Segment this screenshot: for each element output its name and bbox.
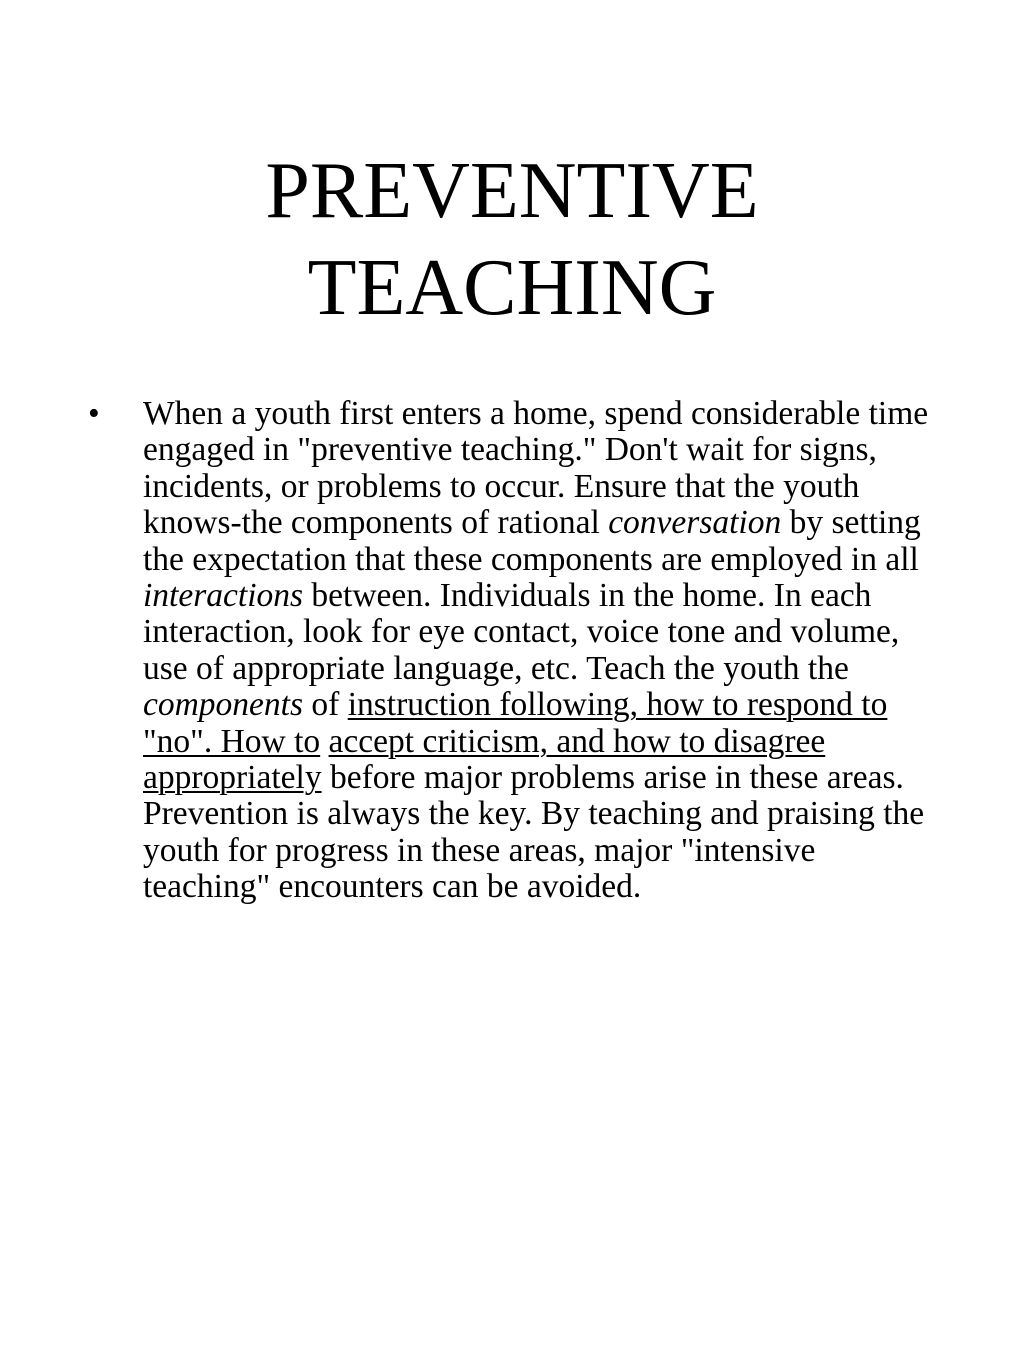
- title-line-2: TEACHING: [307, 244, 717, 332]
- underlined-instruction-following: instruction following, how to respond to "no". How to: [143, 686, 888, 760]
- underlined-accept-criticism: accept criticism, and how to disagree appropriately: [143, 722, 826, 797]
- bullet-text-part-6: before major problems arise in these areas. Prevention is always the key. By teaching and praising the youth for progress in these areas, major "intensive teaching" encounters can be avoided.: [143, 759, 925, 906]
- bullet-text: [143, 396, 948, 906]
- emphasis-conversation: conversation: [608, 504, 782, 542]
- bullet-marker: •: [88, 395, 100, 432]
- bullet-text-part-2: by setting the expectation that these components are employed in all: [143, 504, 921, 578]
- bullet-text-part-1: When a youth first enters a home, spend considerable time engaged in "preventive teaching." Don't wait for signs, incidents, or problems to occur. Ensure that the youth knows-the components of rational: [143, 395, 929, 542]
- bullet-text-part-3: between. Individuals in the home. In each interaction, look for eye contact, voice tone and volume, use of appropriate language, etc. Teach the youth the: [143, 577, 900, 687]
- bullet-text-part-4: of: [303, 686, 348, 724]
- emphasis-components: components: [143, 686, 304, 724]
- bullet-item: [88, 396, 948, 906]
- emphasis-interactions: interactions: [143, 577, 304, 615]
- bullet-text-part-5: [320, 723, 328, 760]
- title-line-1: PREVENTIVE: [265, 147, 759, 235]
- bullet-list: [88, 396, 948, 906]
- slide-title: [0, 143, 1024, 337]
